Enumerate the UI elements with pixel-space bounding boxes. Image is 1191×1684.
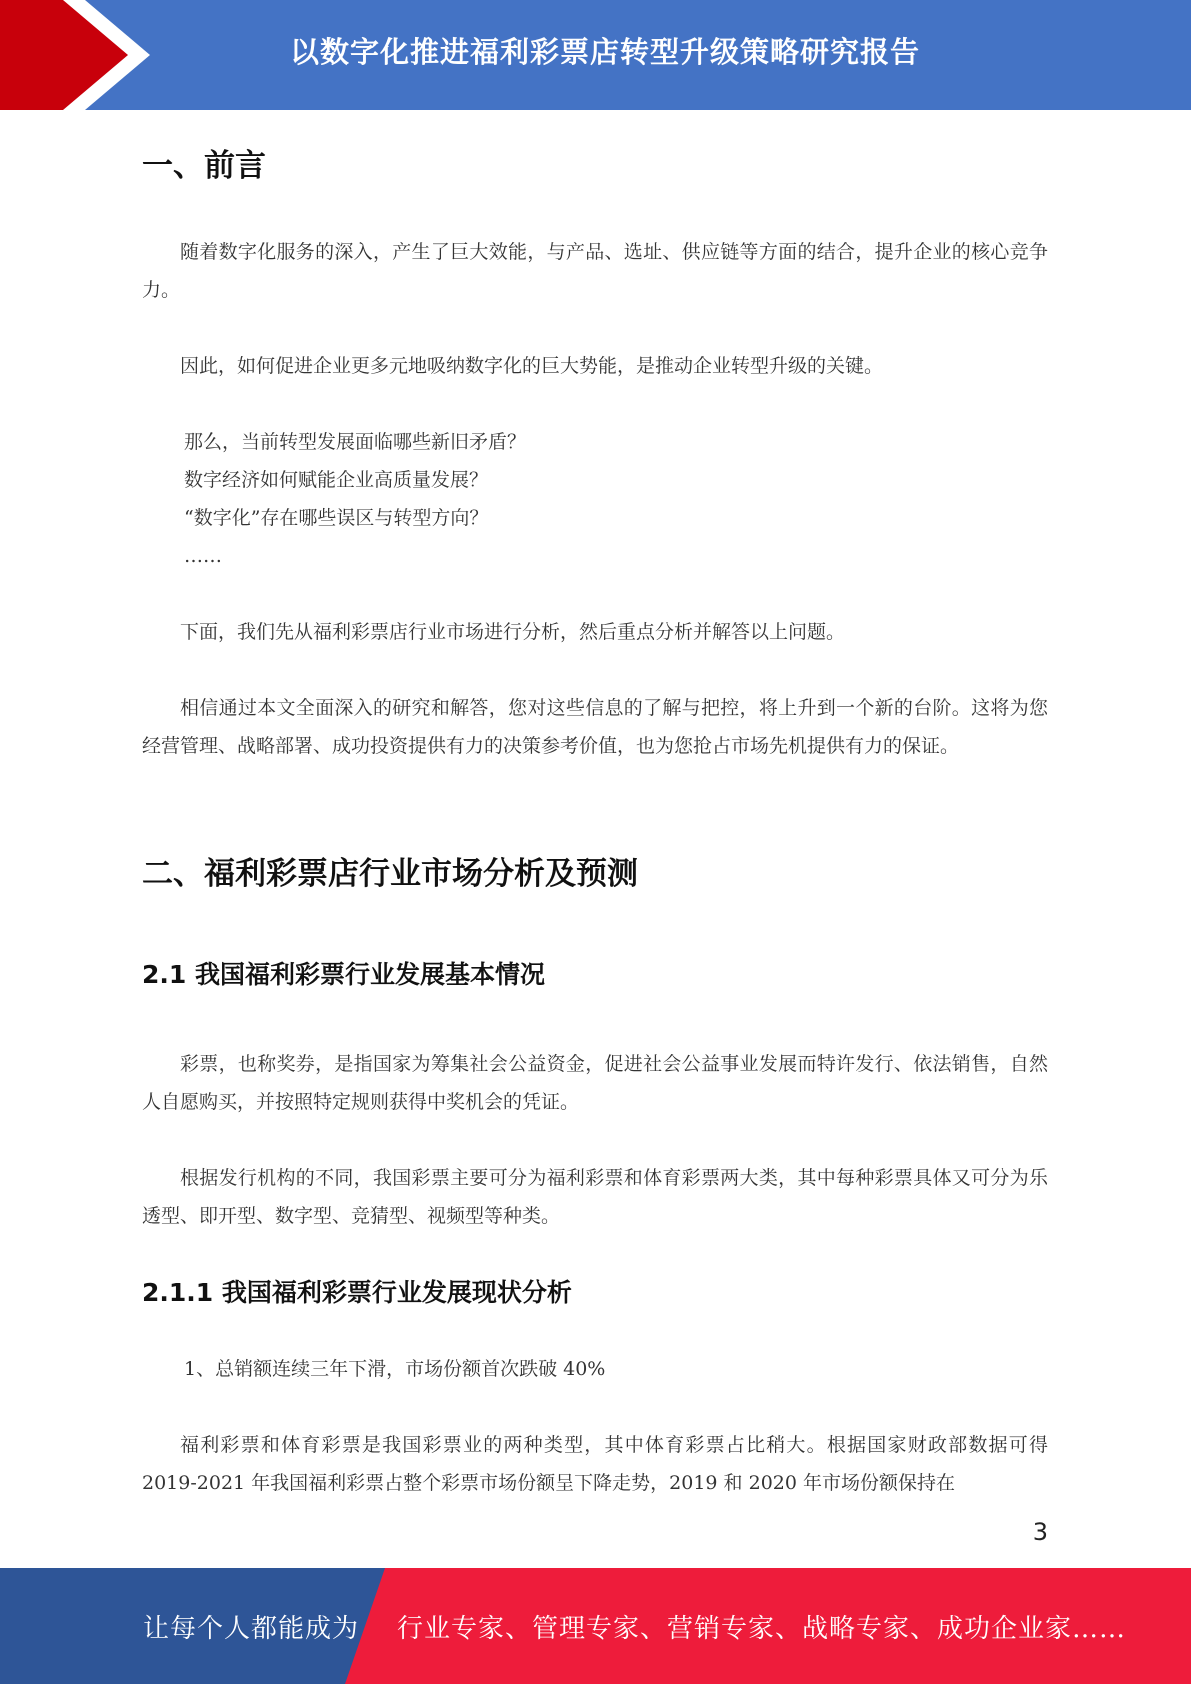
question-line: “数字化”存在哪些误区与转型方向？ — [184, 507, 489, 529]
paragraph: 根据发行机构的不同，我国彩票主要可分为福利彩票和体育彩票两大类，其中每种彩票具体又可分为乐透型、即开型、数字型、竞猜型、视频型等种类。 — [142, 1167, 1048, 1227]
section-heading-preface: 一、前言 — [142, 148, 266, 184]
paragraph: 因此，如何促进企业更多元地吸纳数字化的巨大势能，是推动企业转型升级的关键。 — [180, 355, 884, 377]
subsection-heading: 2.1 我国福利彩票行业发展基本情况 — [142, 960, 545, 989]
subsection-heading: 2.1.1 我国福利彩票行业发展现状分析 — [142, 1278, 572, 1307]
paragraph: 福利彩票和体育彩票是我国彩票业的两种类型，其中体育彩票占比稍大。根据国家财政部数据可得 2019-2021 年我国福利彩票占整个彩票市场份额呈下降走势，2019 和 2020 年市场份额保持在 — [142, 1434, 1048, 1494]
paragraph: 随着数字化服务的深入，产生了巨大效能，与产品、选址、供应链等方面的结合，提升企业的核心竞争力。 — [142, 241, 1048, 301]
page-number: 3 — [1032, 1518, 1048, 1546]
paragraph: 下面，我们先从福利彩票店行业市场进行分析，然后重点分析并解答以上问题。 — [180, 621, 846, 643]
question-line: 那么，当前转型发展面临哪些新旧矛盾？ — [184, 431, 527, 453]
header-banner — [0, 0, 1191, 110]
footer-slogan-left: 让每个人都能成为 — [143, 1613, 360, 1644]
footer-banner — [0, 1568, 1191, 1684]
question-line: 数字经济如何赋能企业高质量发展？ — [184, 469, 489, 491]
list-item: 1、总销额连续三年下滑，市场份额首次跌破 40% — [184, 1358, 606, 1380]
footer-slogan-right: 行业专家、管理专家、营销专家、战略专家、成功企业家…… — [397, 1613, 1127, 1644]
paragraph: 彩票，也称奖券，是指国家为筹集社会公益资金，促进社会公益事业发展而特许发行、依法销售，自然人自愿购买，并按照特定规则获得中奖机会的凭证。 — [142, 1053, 1048, 1113]
ellipsis-line: …… — [184, 545, 222, 567]
section-heading-market: 二、福利彩票店行业市场分析及预测 — [142, 856, 638, 892]
report-title: 以数字化推进福利彩票店转型升级策略研究报告 — [289, 34, 920, 69]
paragraph: 相信通过本文全面深入的研究和解答，您对这些信息的了解与把控，将上升到一个新的台阶。这将为您经营管理、战略部署、成功投资提供有力的决策参考价值，也为您抢占市场先机提供有力的保证。 — [142, 697, 1048, 757]
